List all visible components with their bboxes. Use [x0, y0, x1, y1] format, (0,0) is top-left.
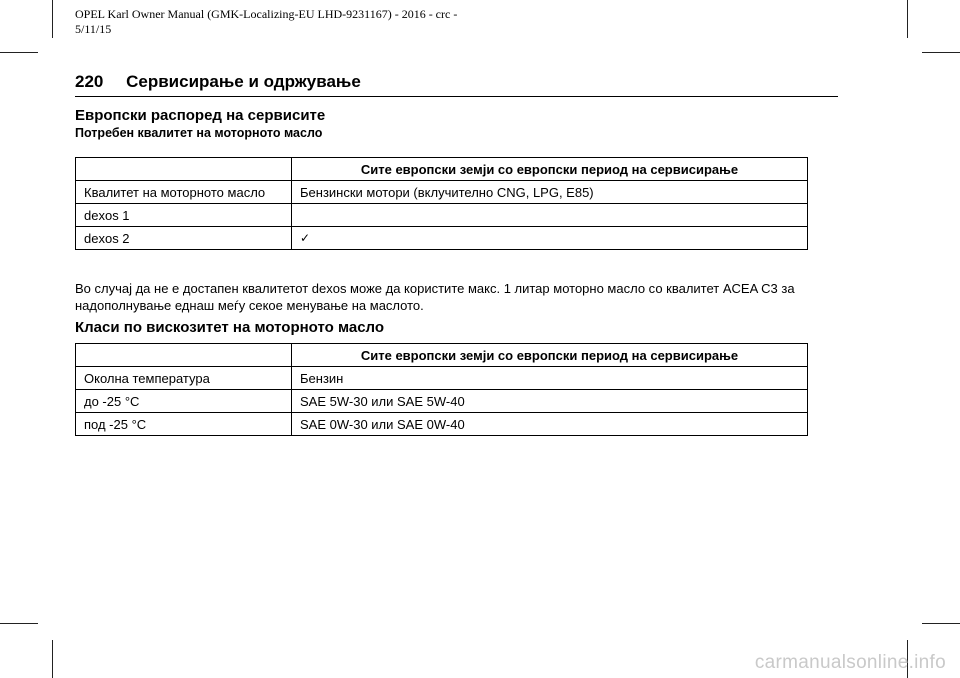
table-header-row [76, 158, 808, 181]
header-line-2: 5/11/15 [75, 22, 112, 36]
crop-mark [52, 640, 53, 678]
table-cell: до -25 °C [76, 390, 292, 413]
document-header [75, 7, 457, 37]
section-heading: Класи по вискозитет на моторното масло [75, 319, 385, 336]
page-title-row [75, 72, 361, 92]
table-header-row [76, 344, 808, 367]
table-cell: dexos 1 [76, 204, 292, 227]
crop-mark [922, 623, 960, 624]
table-cell: Бензински мотори (вклучително CNG, LPG, E85) [292, 181, 808, 204]
crop-mark [52, 0, 53, 38]
table-cell: Околна температура [76, 367, 292, 390]
page-title: Сервисирање и одржување [126, 72, 361, 91]
note-paragraph: Во случај да не е достапен квалитетот dexos може да користите макс. 1 литар моторно масло со квалитет ACEA C3 за надополнување еднаш меѓу секое менување на маслото. [75, 281, 795, 313]
viscosity-table [75, 343, 808, 436]
table-cell: SAE 5W-30 или SAE 5W-40 [292, 390, 808, 413]
table-header-cell [76, 344, 292, 367]
table-row [76, 390, 808, 413]
table-row [76, 413, 808, 436]
title-rule [75, 96, 838, 97]
checkmark-icon: ✓ [292, 227, 808, 250]
crop-mark [922, 52, 960, 53]
table-header-cell: Сите европски земји со европски период на сервисирање [292, 158, 808, 181]
table-row [76, 367, 808, 390]
header-line-1: OPEL Karl Owner Manual (GMK-Localizing-EU LHD-9231167) - 2016 - crc - [75, 7, 458, 21]
crop-mark [0, 623, 38, 624]
table-header-cell: Сите европски земји со европски период на сервисирање [292, 344, 808, 367]
table-row [76, 181, 808, 204]
table-cell [292, 204, 808, 227]
watermark: carmanualsonline.info [754, 652, 946, 673]
table-cell: dexos 2 [76, 227, 292, 250]
table-row [76, 227, 808, 250]
crop-mark [0, 52, 38, 53]
table-cell: под -25 °C [76, 413, 292, 436]
crop-mark [907, 0, 908, 38]
page-number: 220 [75, 72, 104, 91]
oil-quality-table [75, 157, 808, 250]
section-subheading: Потребен квалитет на моторното масло [75, 126, 323, 140]
table-row [76, 204, 808, 227]
table-header-cell [76, 158, 292, 181]
section-heading: Европски распоред на сервисите [75, 107, 326, 124]
table-cell: Квалитет на моторното масло [76, 181, 292, 204]
table-cell: SAE 0W-30 или SAE 0W-40 [292, 413, 808, 436]
table-cell: Бензин [292, 367, 808, 390]
